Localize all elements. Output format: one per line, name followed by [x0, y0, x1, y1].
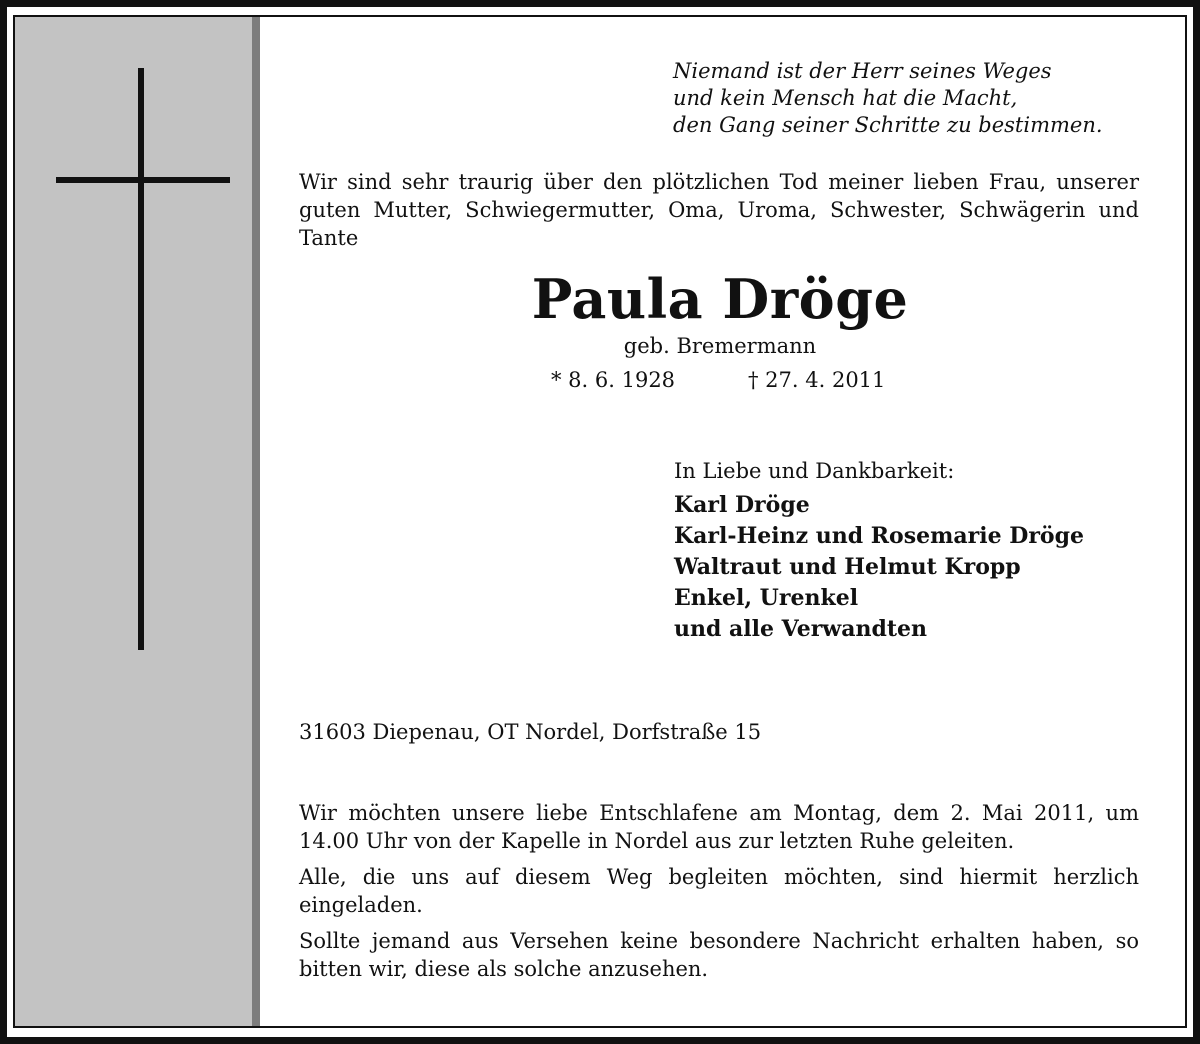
mourners-list: [674, 490, 1084, 645]
mourner-name: Waltraut und Helmut Kropp: [674, 554, 1021, 580]
motto-line: Niemand ist der Herr seines Weges: [673, 59, 1052, 83]
mourner-name: Karl Dröge: [674, 492, 810, 518]
motto-line: den Gang seiner Schritte zu bestimmen.: [673, 113, 1103, 137]
deceased-name: Paula Dröge: [531, 267, 909, 331]
maiden-name: geb. Bremermann: [623, 334, 817, 358]
mourner-name: Karl-Heinz und Rosemarie Dröge: [674, 523, 1084, 549]
motto-line: und kein Mensch hat die Macht,: [673, 86, 1018, 110]
death-date: † 27. 4. 2011: [748, 368, 886, 392]
mourners-intro: In Liebe und Dankbarkeit:: [674, 459, 955, 483]
address: 31603 Diepenau, OT Nordel, Dorfstraße 15: [299, 720, 762, 744]
closing-paragraph: Sollte jemand aus Versehen keine besondere Nachricht erhalten haben, so bitten wir, diese als solche anzusehen.: [299, 929, 1139, 981]
birth-date: * 8. 6. 1928: [551, 368, 676, 392]
motto-verse: [673, 58, 1103, 139]
intro-text: Wir sind sehr traurig über den plötzlichen Tod meiner lieben Frau, unserer guten Mutter, Schwiegermutter, Oma, Uroma, Schwester, Schwägerin und Tante: [299, 170, 1139, 250]
side-panel: [15, 17, 252, 1026]
closing-paragraph: Wir möchten unsere liebe Entschlafene am Montag, dem 2. Mai 2011, um 14.00 Uhr von der Kapelle in Nordel aus zur letzten Ruhe geleiten.: [299, 801, 1139, 853]
cross-horizontal-bar: [56, 177, 230, 183]
mourner-name: und alle Verwandten: [674, 616, 928, 642]
side-divider: [252, 17, 260, 1026]
mourner-name: Enkel, Urenkel: [674, 585, 859, 611]
closing-text: [299, 799, 1139, 991]
closing-paragraph: Alle, die uns auf diesem Weg begleiten möchten, sind hiermit herzlich eingeladen.: [299, 865, 1139, 917]
cross-vertical-bar: [138, 68, 144, 650]
